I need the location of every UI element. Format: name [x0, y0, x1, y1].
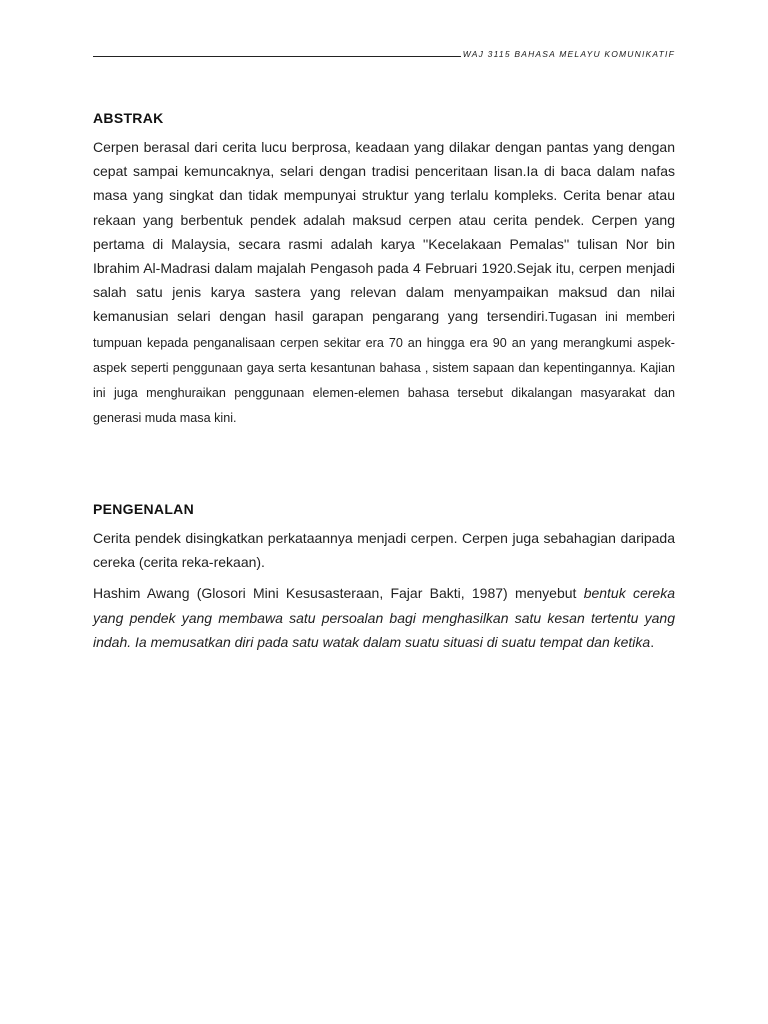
pengenalan-paragraph-1: Cerita pendek disingkatkan perkataannya menjadi cerpen. Cerpen juga sebahagian daripada cereka (cerita reka-rekaan).: [93, 530, 675, 571]
abstrak-section: [93, 110, 675, 430]
header-course-code: WAJ 3115 BAHASA MELAYU KOMUNIKATIF: [462, 49, 675, 59]
abstrak-text-main: Cerpen berasal dari cerita lucu berprosa, keadaan yang dilakar dengan pantas yang dengan cepat sampai kemuncaknya, selari dengan tradisi penceritaan lisan.Ia di baca dalam nafas masa yang singkat dan tidak mempunyai struktur yang terlalu kompleks. Cerita benar atau rekaan yang berbentuk pendek adalah maksud cerpen atau cerita pendek. Cerpen yang pertama di Malaysia, secara rasmi adalah karya ''Kecelakaan Pemalas'' tulisan Nor bin Ibrahim Al-Madrasi dalam majalah Pengasoh pada 4 Februari 1920.Sejak itu, cerpen menjadi salah satu jenis karya sastera yang relevan dalam menyampaikan maksud dan nilai kemanusian selari dengan hasil garapan pengarang yang tersendiri.: [93, 139, 675, 325]
header-rule: [93, 56, 461, 57]
pengenalan-paragraph-2: [93, 581, 675, 654]
abstrak-heading: ABSTRAK: [93, 110, 164, 126]
pengenalan-para2-quote: bentuk cereka yang pendek yang membawa satu persoalan bagi menghasilkan satu kesan tertentu yang indah. Ia memusatkan diri pada satu watak dalam suatu situasi di suatu tempat dan ketika: [93, 585, 675, 650]
pengenalan-para2-lead: Hashim Awang (Glosori Mini Kesusasteraan, Fajar Bakti, 1987) menyebut: [93, 585, 584, 602]
pengenalan-heading: PENGENALAN: [93, 501, 195, 517]
pengenalan-section: [93, 501, 675, 654]
running-header: [93, 45, 675, 59]
abstrak-paragraph: [93, 135, 675, 430]
abstrak-text-small: Tugasan ini memberi tumpuan kepada penganalisaan cerpen sekitar era 70 an hingga era 90 an yang merangkumi aspek-aspek seperti penggunaan gaya serta kesantunan bahasa , sistem sapaan dan kepentingannya. Kajian ini juga menghuraikan penggunaan elemen-elemen bahasa tersebut dikalangan masyarakat dan generasi muda masa kini.: [93, 310, 675, 426]
pengenalan-para2-end: .: [650, 633, 655, 650]
